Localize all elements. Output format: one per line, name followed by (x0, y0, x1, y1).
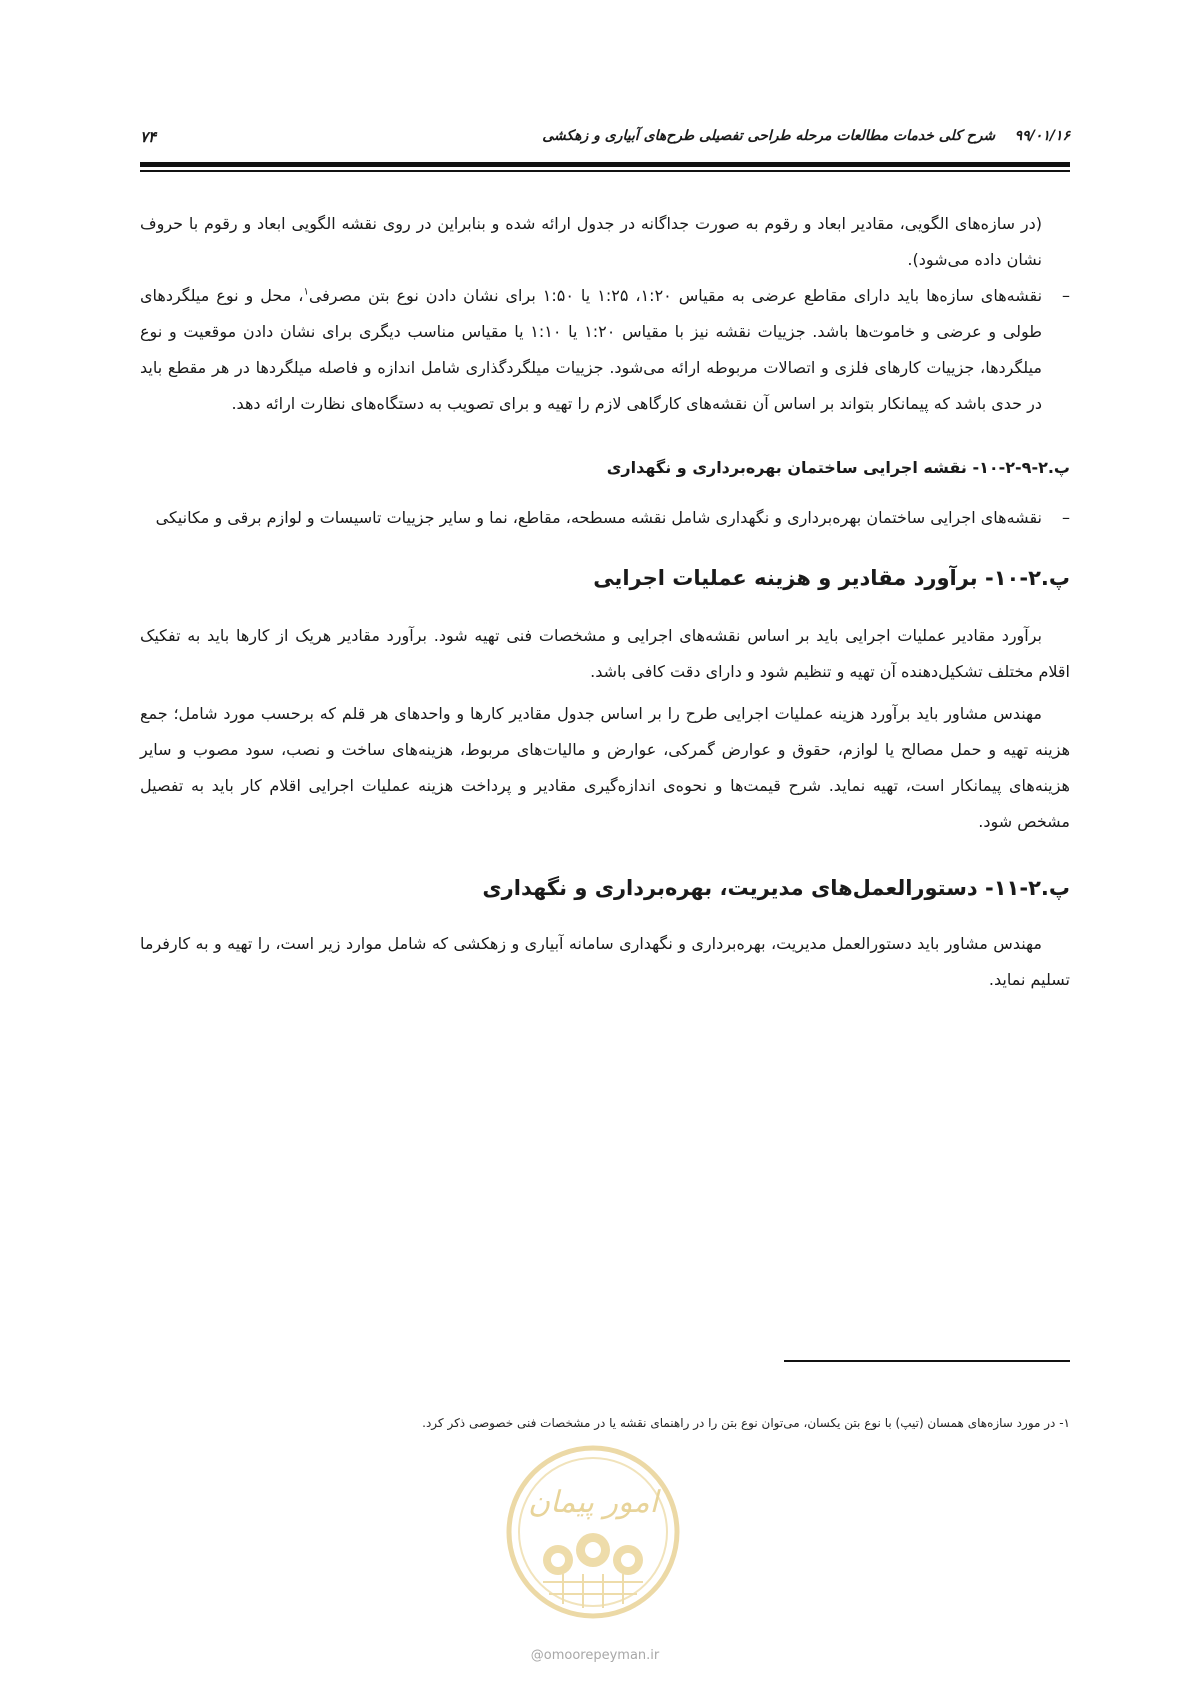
paragraph-4: مهندس مشاور باید دستورالعمل مدیریت، بهره‌برداری و نگهداری سامانه آبیاری و زهکشی که شامل موارد زیر است، را تهیه و به کارفرما تسلیم نماید. (140, 934, 1070, 989)
section-heading-3: پ.۲-۱۱- دستورالعمل‌های مدیریت، بهره‌برداری و نگهداری (482, 876, 1070, 900)
bullet-2-text: نقشه‌های اجرایی ساختمان بهره‌برداری و نگهداری شامل نقشه مسطحه، مقاطع، نما و سایر جزییات تاسیسات و لوازم برقی و مکانیکی (155, 508, 1042, 527)
bullet-dash: – (1062, 508, 1070, 527)
watermark-url: @omoorepeyman.ir (530, 1648, 660, 1663)
page-header (140, 128, 1070, 152)
section-heading-2: پ.۲-۱۰- برآورد مقادیر و هزینه عملیات اجرایی (593, 566, 1070, 590)
footnote: ۱- در مورد سازه‌های همسان (تیپ) با نوع بتن یکسان، می‌توان نوع بتن را در راهنمای نقشه یا در مشخصات فنی خصوصی ذکر کرد. (422, 1416, 1070, 1430)
footnote-rule (784, 1360, 1070, 1362)
header-date: ۹۹/۰۱/۱۶ (1014, 128, 1070, 144)
watermark-outer-ring (509, 1448, 677, 1616)
bullet-item-2 (140, 500, 1070, 536)
header-title-line (542, 128, 1070, 144)
grid-icon (543, 1574, 643, 1608)
header-title: شرح کلی خدمات مطالعات مرحله طراحی تفصیلی طرح‌های آبیاری و زهکشی (542, 128, 996, 144)
watermark-logo-text: امور پیمان (528, 1485, 658, 1520)
bullet-1-text: نقشه‌های سازه‌ها باید دارای مقاطع عرضی به مقیاس ۱:۲۰، ۱:۲۵ یا ۱:۵۰ برای نشان دادن نوع بتن مصرفی (308, 286, 1043, 305)
paragraph-2: برآورد مقادیر عملیات اجرایی باید بر اساس نقشه‌های اجرایی و مشخصات فنی تهیه شود. برآورد مقادیر هریک از کارها باید به تفکیک اقلام مختلف تشکیل‌دهنده آن تهیه و تنظیم شود و دارای دقت کافی باشد. (140, 626, 1070, 681)
paragraph-3: مهندس مشاور باید برآورد هزینه عملیات اجرایی طرح را بر اساس جدول مقادیر کارها و واحدهای هر قلم که برحسب مورد شامل؛ جمع هزینه تهیه و حمل مصالح یا لوازم، حقوق و عوارض گمرکی، عوارض و مالیات‌های مربوط، هزینه‌های ساخت و نصب، سود مصوب و سایر هزینه‌های پیمانکار است، تهیه نماید. شرح قیمت‌ها و نحوه‌ی اندازه‌گیری مقادیر و پرداخت هزینه عملیات اجرایی اقلام کار باید به تفصیل مشخص شود. (140, 704, 1070, 831)
intro-paragraph-text: (در سازه‌های الگویی، مقادیر ابعاد و رقوم به صورت جداگانه در جدول ارائه شده و بنابراین در روی نقشه الگویی ابعاد و رقوم با حروف نشان داده می‌شود). (140, 214, 1042, 269)
bullet-dash: – (1062, 286, 1070, 305)
header-rule-thick (140, 162, 1070, 167)
bullet-1-rest: ، محل و نوع میلگردهای طولی و عرضی و خاموت‌ها باشد. جزییات نقشه نیز با مقیاس ۱:۲۰ یا ۱:۱۰ یا مقیاس مناسب دیگری برای نشان دادن موقعیت و نوع میلگردها، جزییات کارهای فلزی و اتصالات مربوطه ارائه می‌شود. جزییات میلگردگذاری شامل اندازه و فاصله میلگردها در هر مقطع باید در حدی باشد که پیمانکار بتواند بر اساس آن نقشه‌های کارگاهی لازم را تهیه و برای تصویب به دستگاه‌های نظارت ارائه دهد. (140, 286, 1042, 413)
page-content (140, 210, 1070, 998)
header-rule-thin (140, 170, 1070, 172)
intro-paragraph (140, 206, 1070, 278)
bullet-item-1 (140, 278, 1070, 422)
watermark-logo (503, 1442, 683, 1622)
footnote-ref[interactable]: ۱ (303, 286, 309, 298)
page-number: ۷۴ (140, 128, 157, 146)
section-heading-1: پ.۲-۹-۲-۱۰- نقشه اجرایی ساختمان بهره‌برداری و نگهداری (606, 458, 1070, 477)
watermark-inner-ring (519, 1458, 667, 1606)
